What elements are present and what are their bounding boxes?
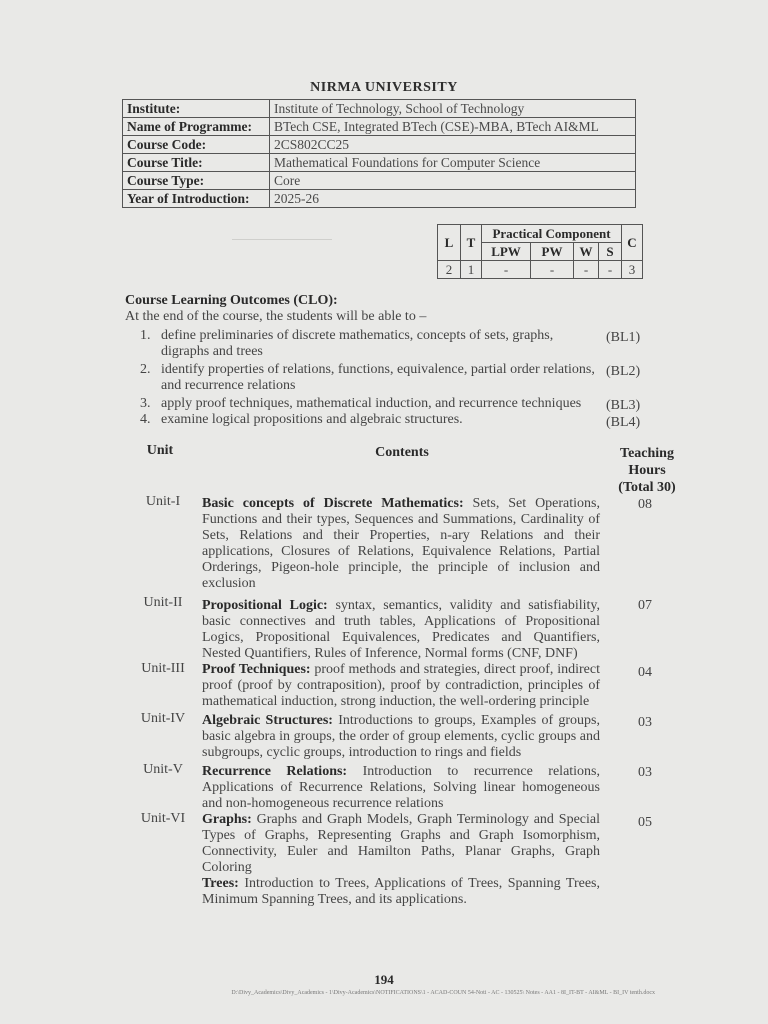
hours-column-header-line3: (Total 30) [618,480,676,495]
info-row [123,100,636,118]
credit-structure-table [437,224,643,279]
ltp-practical-header: Practical Component [482,225,622,243]
unit-topic-body: proof methods and strategies, direct proof, indirect proof (proof by contraposition), proof by contradiction, principles of mathematical induction, strong induction, the well-ordering principle [202,662,600,709]
clo-text: apply proof techniques, mathematical induction, and recurrence techniques [161,396,582,411]
clo-heading: Course Learning Outcomes (CLO): [125,293,338,308]
info-row [123,118,636,136]
unit-content [202,713,600,761]
unit-label: Unit-V [143,762,183,777]
info-key: Course Title: [123,154,270,172]
clo-item [140,362,600,394]
university-title: NIRMA UNIVERSITY [310,80,458,95]
ltp-lpw-header: LPW [482,243,531,261]
info-key: Year of Introduction: [123,190,270,208]
clo-bloom-level: (BL4) [606,415,641,430]
unit-topic-title: Basic concepts of Discrete Mathematics: [202,496,464,511]
page-number: 194 [374,972,394,987]
info-value: 2CS802CC25 [270,136,636,154]
info-key: Institute: [123,100,270,118]
footer-file-path: D:\Divy_Academics\Divy_Academics - 1\Divy-Academics\NOTIFICATIONS\1 - ACAD-COUN 54-Noti - AC - 130525\ Notes - AA1 - 8I_IT-BT - AI&ML - BI_IV tenth.docx [231,990,655,996]
unit-topic-body: Graphs and Graph Models, Graph Terminology and Special Types of Graphs, Representing Graphs and Graph Isomorphism, Connectivity, Euler and Hamilton Paths, Planar Graphs, Graph Coloring [202,812,600,875]
ltp-value: - [599,261,622,279]
clo-item [140,396,600,412]
unit-content [202,662,600,710]
ltp-value: 1 [461,261,482,279]
info-key: Name of Programme: [123,118,270,136]
unit-topic-body: Introductions to groups, Examples of groups, basic algebra in groups, the order of group elements, cyclic groups and subgroups, cyclic groups, introduction to rings and fields [202,713,600,760]
info-row [123,136,636,154]
ltp-values-row [438,261,643,279]
info-value: 2025-26 [270,190,636,208]
unit-topic-title: Algebraic Structures: [202,713,333,728]
info-value: Core [270,172,636,190]
ltp-value: - [482,261,531,279]
scan-smudge [232,239,332,240]
unit-hours: 04 [638,665,652,680]
unit-content [202,496,600,592]
ltp-s-header: S [599,243,622,261]
unit-topic-body: Introduction to recurrence relations, Applications of Recurrence Relations, Solving linear homogeneous and non-homogeneous recurrence relations [202,764,601,811]
unit-label: Unit-III [141,661,185,676]
unit-hours: 08 [638,497,652,512]
unit-content [202,812,600,908]
clo-bloom-level: (BL1) [606,330,641,345]
unit-topic-body: Sets, Set Operations, Functions and their types, Sequences and Summations, Cardinality of Sets, Relations and their Properties, n-ary Relations and their applications, Closures of Relations, Equivalence Relations, Partial Orderings, Pigeon-hole principle, the principle of inclusion and exclusion [202,496,600,591]
ltp-c-header: C [622,225,643,261]
ltp-value: 3 [622,261,643,279]
clo-bloom-level: (BL3) [606,398,641,413]
unit-hours: 07 [638,598,652,613]
unit-topic-title: Proof Techniques: [202,662,311,677]
ltp-header-row [438,225,643,243]
unit-content [202,764,600,812]
clo-text: identify properties of relations, functions, equivalence, partial order relations, and recurrence relations [161,362,595,393]
unit-topic-body: syntax, semantics, validity and satisfiability, basic connectives and truth tables, Applications of Propositional Logics, Propositional Equivalences, Predicates and Quantifiers, Nested Quantifiers, Rules of Inference, Normal forms (CNF, DNF) [202,598,600,661]
clo-item [140,412,600,428]
unit-label: Unit-I [145,494,181,509]
hours-column-header-line2: Hours [628,463,666,478]
clo-item [140,328,600,360]
unit-subtopic-body: Introduction to Trees, Applications of Trees, Spanning Trees, Minimum Spanning Trees, and its applications. [202,876,600,907]
info-row [123,190,636,208]
hours-column-header-line1: Teaching [620,446,674,461]
course-info-table [122,99,636,208]
ltp-value: 2 [438,261,461,279]
unit-hours: 05 [638,815,652,830]
clo-number: 2. [140,362,151,377]
clo-bloom-level: (BL2) [606,364,641,379]
unit-label: Unit-II [143,595,183,610]
clo-text: define preliminaries of discrete mathematics, concepts of sets, graphs, digraphs and trees [161,328,554,359]
info-row [123,154,636,172]
unit-topic-title: Recurrence Relations: [202,764,348,779]
clo-number: 1. [140,328,151,343]
clo-intro: At the end of the course, the students will be able to – [125,309,427,324]
info-key: Course Code: [123,136,270,154]
info-value: BTech CSE, Integrated BTech (CSE)-MBA, BTech AI&ML [270,118,636,136]
info-value: Mathematical Foundations for Computer Science [270,154,636,172]
unit-column-header: Unit [146,443,174,458]
info-key: Course Type: [123,172,270,190]
unit-topic-title: Propositional Logic: [202,598,328,613]
clo-number: 4. [140,412,151,427]
unit-hours: 03 [638,765,652,780]
ltp-t-header: T [461,225,482,261]
unit-subtopic-title: Trees: [202,876,239,891]
clo-number: 3. [140,396,151,411]
ltp-l-header: L [438,225,461,261]
ltp-value: - [531,261,574,279]
unit-label: Unit-IV [140,711,186,726]
info-row [123,172,636,190]
ltp-pw-header: PW [531,243,574,261]
unit-content [202,598,600,662]
ltp-value: - [574,261,599,279]
contents-column-header: Contents [375,445,429,460]
unit-hours: 03 [638,715,652,730]
clo-text: examine logical propositions and algebraic structures. [161,412,463,427]
ltp-w-header: W [574,243,599,261]
unit-topic-title: Graphs: [202,812,252,827]
unit-label: Unit-VI [140,811,186,826]
info-value: Institute of Technology, School of Technology [270,100,636,118]
